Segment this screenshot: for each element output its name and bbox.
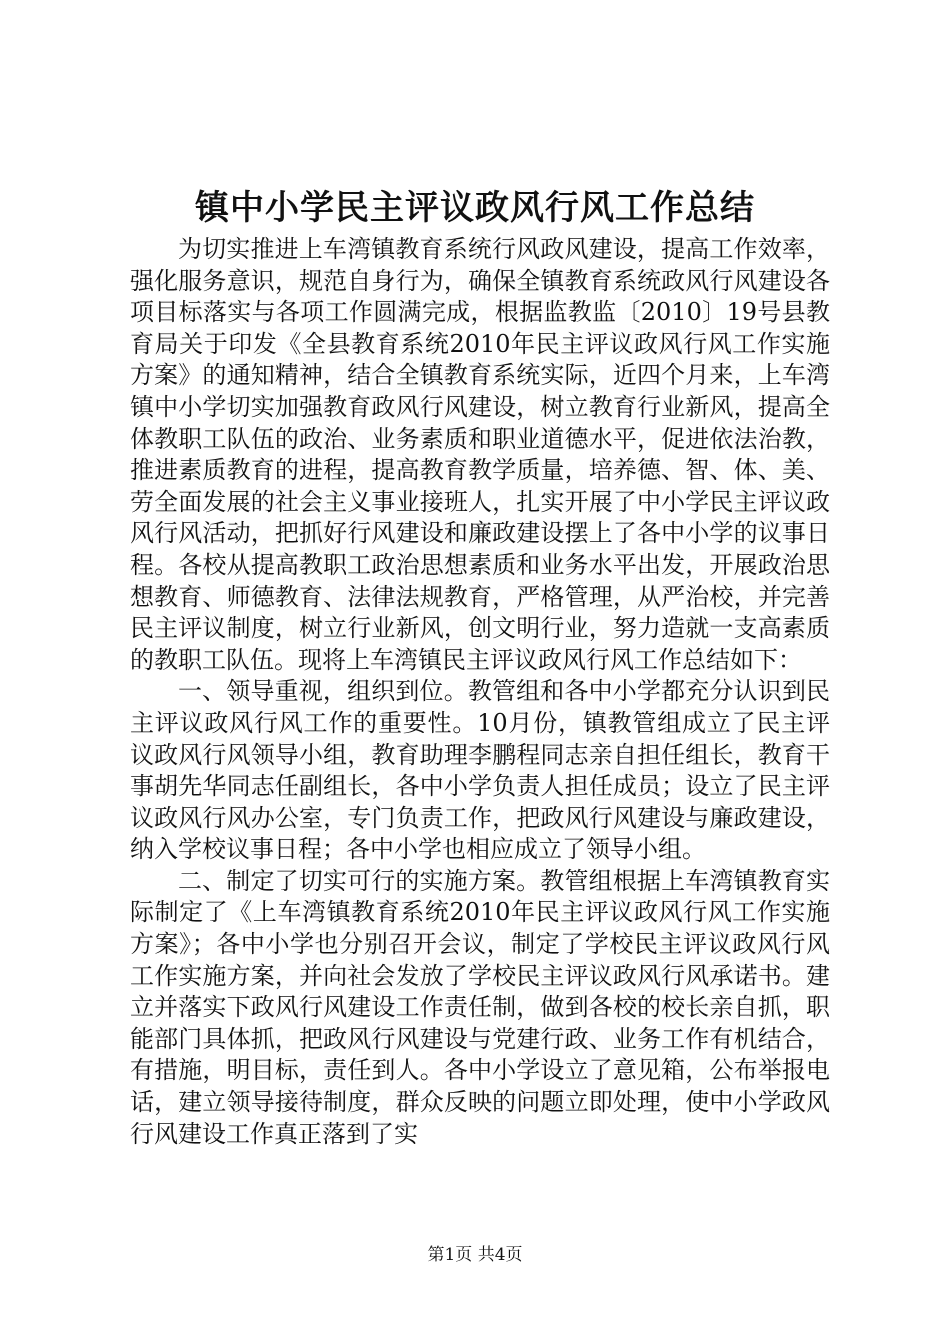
document-body <box>130 234 830 1150</box>
page-footer: 第1页 共4页 <box>427 1245 523 1265</box>
paragraph-intro: 为切实推进上车湾镇教育系统行风政风建设，提高工作效率，强化服务意识，规范自身行为，确保全镇教育系统政风行风建设各项目标落实与各项工作圆满完成，根据监教监〔2010〕19号县教育局关于印发《全县教育系统2010年民主评议政风行风工作实施方案》的通知精神，结合全镇教育系统实际，近四个月来，上车湾镇中小学切实加强教育政风行风建设，树立教育行业新风，提高全体教职工队伍的政治、业务素质和职业道德水平，促进依法治教，推进素质教育的进程，提高教育教学质量，培养德、智、体、美、劳全面发展的社会主义事业接班人，扎实开展了中小学民主评议政风行风活动，把抓好行风建设和廉政建设摆上了各中小学的议事日程。各校从提高教职工政治思想素质和业务水平出发，开展政治思想教育、师德教育、法律法规教育，严格管理，从严治校，并完善民主评议制度，树立行业新风，创文明行业，努力造就一支高素质的教职工队伍。现将上车湾镇民主评议政风行风工作总结如下： <box>130 235 830 674</box>
paragraph-section-2: 二、制定了切实可行的实施方案。教管组根据上车湾镇教育实际制定了《上车湾镇教育系统2010年民主评议政风行风工作实施方案》；各中小学也分别召开会议，制定了学校民主评议政风行风工作实施方案，并向社会发放了学校民主评议政风行风承诺书。建立并落实下政风行风建设工作责任制，做到各校的校长亲自抓，职能部门具体抓，把政风行风建设与党建行政、业务工作有机结合，有措施，明目标，责任到人。各中小学设立了意见箱，公布举报电话，建立领导接待制度，群众反映的问题立即处理，使中小学政风行风建设工作真正落到了实 <box>130 866 830 1148</box>
document-title: 镇中小学民主评议政风行风工作总结 <box>195 188 755 228</box>
paragraph-section-1: 一、领导重视，组织到位。教管组和各中小学都充分认识到民主评议政风行风工作的重要性。10月份，镇教管组成立了民主评议政风行风领导小组，教育助理李鹏程同志亲自担任组长，教育干事胡先华同志任副组长，各中小学负责人担任成员；设立了民主评议政风行风办公室，专门负责工作，把政风行风建设与廉政建设，纳入学校议事日程；各中小学也相应成立了领导小组。 <box>130 677 830 864</box>
